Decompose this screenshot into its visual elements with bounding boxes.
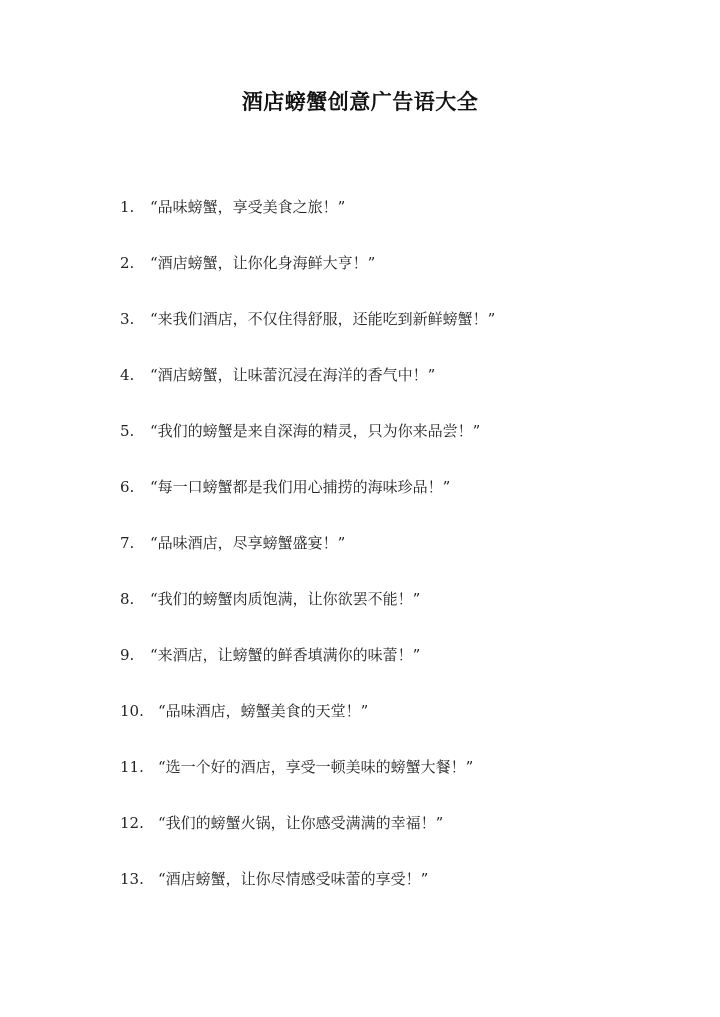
list-item bbox=[120, 643, 680, 699]
slogan-list bbox=[120, 195, 680, 923]
list-item-number: 11. bbox=[120, 758, 144, 776]
list-item-text: “品味酒店，螃蟹美食的天堂！” bbox=[158, 702, 369, 720]
list-item-number: 8. bbox=[120, 590, 135, 608]
list-item bbox=[120, 419, 680, 475]
list-item-number: 12. bbox=[120, 814, 144, 832]
list-item-number: 5. bbox=[120, 422, 135, 440]
list-item-text: “我们的螃蟹火锅，让你感受满满的幸福！” bbox=[158, 814, 444, 832]
list-item bbox=[120, 699, 680, 755]
list-item-number: 9. bbox=[120, 646, 135, 664]
list-item-number: 2. bbox=[120, 254, 135, 272]
list-item-number: 13. bbox=[120, 870, 144, 888]
list-item-text: “我们的螃蟹肉质饱满，让你欲罢不能！” bbox=[150, 590, 421, 608]
list-item bbox=[120, 475, 680, 531]
list-item-text: “酒店螃蟹，让味蕾沉浸在海洋的香气中！” bbox=[150, 366, 436, 384]
list-item bbox=[120, 195, 680, 251]
list-item-text: “品味酒店，尽享螃蟹盛宴！” bbox=[150, 534, 346, 552]
list-item-text: “酒店螃蟹，让你尽情感受味蕾的享受！” bbox=[158, 870, 429, 888]
list-item bbox=[120, 755, 680, 811]
list-item-number: 6. bbox=[120, 478, 135, 496]
list-item bbox=[120, 811, 680, 867]
list-item-text: “来酒店，让螃蟹的鲜香填满你的味蕾！” bbox=[150, 646, 421, 664]
list-item bbox=[120, 587, 680, 643]
list-item-number: 3. bbox=[120, 310, 135, 328]
list-item-number: 10. bbox=[120, 702, 144, 720]
list-item-text: “酒店螃蟹，让你化身海鲜大亨！” bbox=[150, 254, 376, 272]
list-item bbox=[120, 307, 680, 363]
list-item bbox=[120, 867, 680, 923]
list-item-number: 1. bbox=[120, 198, 135, 216]
list-item-text: “选一个好的酒店，享受一顿美味的螃蟹大餐！” bbox=[158, 758, 474, 776]
list-item bbox=[120, 531, 680, 587]
page-title: 酒店螃蟹创意广告语大全 bbox=[241, 89, 479, 114]
list-item-text: “品味螃蟹，享受美食之旅！” bbox=[150, 198, 346, 216]
list-item bbox=[120, 251, 680, 307]
list-item bbox=[120, 363, 680, 419]
list-item-number: 7. bbox=[120, 534, 135, 552]
list-item-number: 4. bbox=[120, 366, 135, 384]
list-item-text: “我们的螃蟹是来自深海的精灵，只为你来品尝！” bbox=[150, 422, 481, 440]
list-item-text: “每一口螃蟹都是我们用心捕捞的海味珍品！” bbox=[150, 478, 451, 496]
list-item-text: “来我们酒店，不仅住得舒服，还能吃到新鲜螃蟹！” bbox=[150, 310, 496, 328]
